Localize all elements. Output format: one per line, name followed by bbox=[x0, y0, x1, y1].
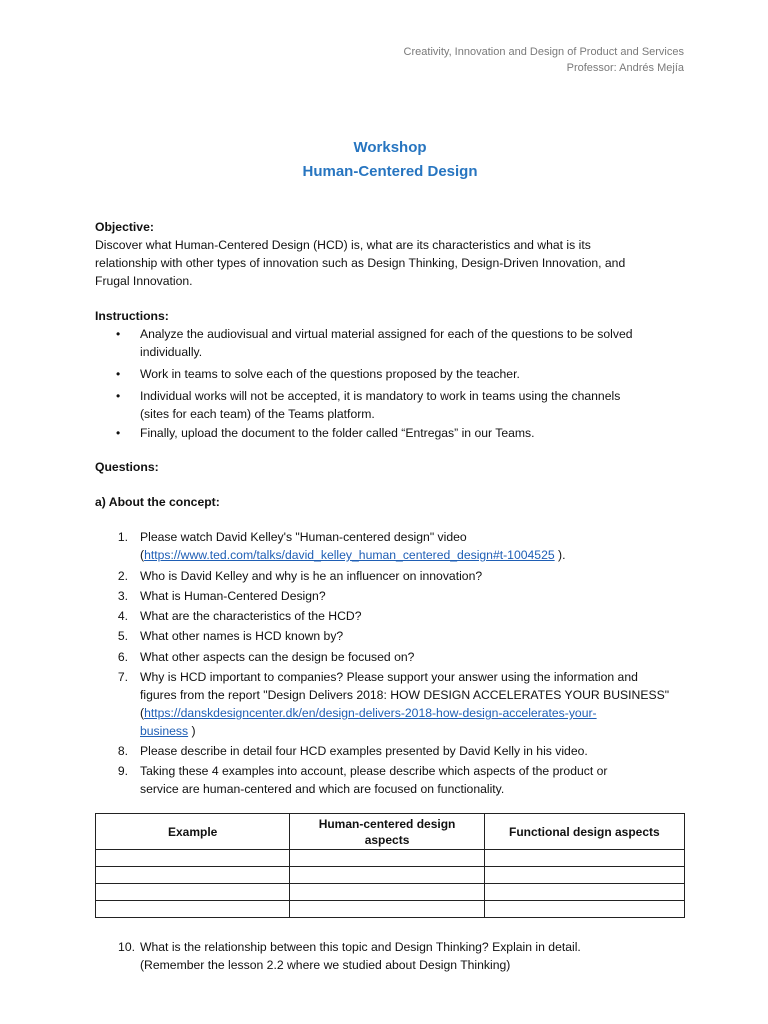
instructions-heading: Instructions: bbox=[95, 309, 169, 323]
question-number: 5. bbox=[117, 629, 128, 643]
table-header-example: Example bbox=[96, 814, 290, 850]
question-4-text: What are the characteristics of the HCD? bbox=[140, 609, 362, 623]
question-number: 8. bbox=[117, 744, 128, 758]
section-a-heading: a) About the concept: bbox=[95, 495, 220, 509]
question-number: 6. bbox=[117, 650, 128, 664]
header-text: aspects bbox=[364, 832, 410, 847]
title-hcd: Human-Centered Design bbox=[302, 163, 478, 180]
bullet-icon: • bbox=[116, 327, 121, 341]
design-delivers-link[interactable]: https://danskdesigncenter.dk/en/design-delivers-2018-how-design-accelerates-your- bbox=[144, 706, 597, 720]
questions-heading: Questions: bbox=[95, 460, 159, 474]
question-10-text-cont: (Remember the lesson 2.2 where we studied about Design Thinking) bbox=[140, 958, 511, 972]
objective-line: Frugal Innovation. bbox=[95, 274, 193, 288]
objective-line: Discover what Human-Centered Design (HCD) is, what are its characteristics and what is its bbox=[95, 238, 591, 252]
table-cell[interactable] bbox=[484, 884, 684, 901]
question-1-link-line bbox=[140, 546, 565, 564]
question-number: 9. bbox=[117, 764, 128, 778]
question-8-text: Please describe in detail four HCD examples presented by David Kelly in his video. bbox=[140, 744, 588, 758]
table-row bbox=[96, 884, 685, 901]
question-number: 10. bbox=[118, 940, 135, 954]
table-cell[interactable] bbox=[96, 901, 290, 918]
table-cell[interactable] bbox=[484, 850, 684, 867]
table-header-functional: Functional design aspects bbox=[484, 814, 684, 850]
table-row bbox=[96, 901, 685, 918]
table-cell[interactable] bbox=[290, 850, 484, 867]
question-10-text: What is the relationship between this topic and Design Thinking? Explain in detail. bbox=[140, 940, 581, 954]
bullet-icon: • bbox=[116, 426, 121, 440]
question-9-text-cont: service are human-centered and which are focused on functionality. bbox=[140, 782, 505, 796]
objective-line: relationship with other types of innovation such as Design Thinking, Design-Driven Innovation, and bbox=[95, 256, 626, 270]
professor-name: Professor: Andrés Mejía bbox=[566, 62, 684, 74]
design-delivers-link-cont[interactable]: business bbox=[140, 724, 189, 738]
objective-heading: Objective: bbox=[95, 220, 154, 234]
instruction-item-cont: individually. bbox=[140, 345, 203, 359]
question-7-text-cont: figures from the report "Design Delivers 2018: HOW DESIGN ACCELERATES YOUR BUSINESS" bbox=[140, 688, 670, 702]
question-9-text: Taking these 4 examples into account, please describe which aspects of the product or bbox=[140, 764, 608, 778]
question-number: 7. bbox=[117, 670, 128, 684]
question-number: 3. bbox=[117, 589, 128, 603]
table-cell[interactable] bbox=[484, 901, 684, 918]
table-cell[interactable] bbox=[96, 884, 290, 901]
question-6-text: What other aspects can the design be focused on? bbox=[140, 650, 415, 664]
paren-close: ) bbox=[188, 724, 196, 738]
question-5-text: What other names is HCD known by? bbox=[140, 629, 344, 643]
paren-open: ( bbox=[140, 706, 145, 720]
paren-close: ). bbox=[554, 548, 566, 562]
examples-table bbox=[95, 813, 685, 918]
instruction-item: Individual works will not be accepted, it is mandatory to work in teams using the channels bbox=[140, 389, 621, 403]
question-2-text: Who is David Kelley and why is he an influencer on innovation? bbox=[140, 569, 483, 583]
instruction-item: Analyze the audiovisual and virtual material assigned for each of the questions to be solved bbox=[140, 327, 633, 341]
table-cell[interactable] bbox=[96, 850, 290, 867]
table-cell[interactable] bbox=[290, 867, 484, 884]
bullet-icon: • bbox=[116, 389, 121, 403]
table-row bbox=[96, 850, 685, 867]
paren-open: ( bbox=[140, 548, 145, 562]
title-workshop: Workshop bbox=[353, 139, 427, 156]
bullet-icon: • bbox=[116, 367, 121, 381]
question-3-text: What is Human-Centered Design? bbox=[140, 589, 326, 603]
instruction-item: Finally, upload the document to the folder called “Entregas” in our Teams. bbox=[140, 426, 535, 440]
question-7-link-line bbox=[140, 704, 597, 722]
table-cell[interactable] bbox=[290, 884, 484, 901]
question-number: 1. bbox=[117, 530, 128, 544]
table-row bbox=[96, 867, 685, 884]
question-number: 4. bbox=[117, 609, 128, 623]
table-header-row bbox=[96, 814, 685, 850]
question-7-text: Why is HCD important to companies? Please support your answer using the information and bbox=[140, 670, 638, 684]
course-name: Creativity, Innovation and Design of Product and Services bbox=[403, 46, 684, 58]
ted-talk-link[interactable]: https://www.ted.com/talks/david_kelley_human_centered_design#t-1004525 bbox=[144, 548, 555, 562]
table-header-human-centered bbox=[290, 814, 484, 850]
header-text: Human-centered design bbox=[318, 816, 456, 831]
page-header bbox=[404, 44, 684, 76]
question-7-link-line-cont bbox=[140, 722, 196, 740]
table-cell[interactable] bbox=[96, 867, 290, 884]
instruction-item-cont: (sites for each team) of the Teams platform. bbox=[140, 407, 375, 421]
table-cell[interactable] bbox=[484, 867, 684, 884]
instruction-item: Work in teams to solve each of the questions proposed by the teacher. bbox=[140, 367, 520, 381]
table-cell[interactable] bbox=[290, 901, 484, 918]
question-number: 2. bbox=[117, 569, 128, 583]
question-1-text: Please watch David Kelley's "Human-centered design" video bbox=[140, 530, 467, 544]
